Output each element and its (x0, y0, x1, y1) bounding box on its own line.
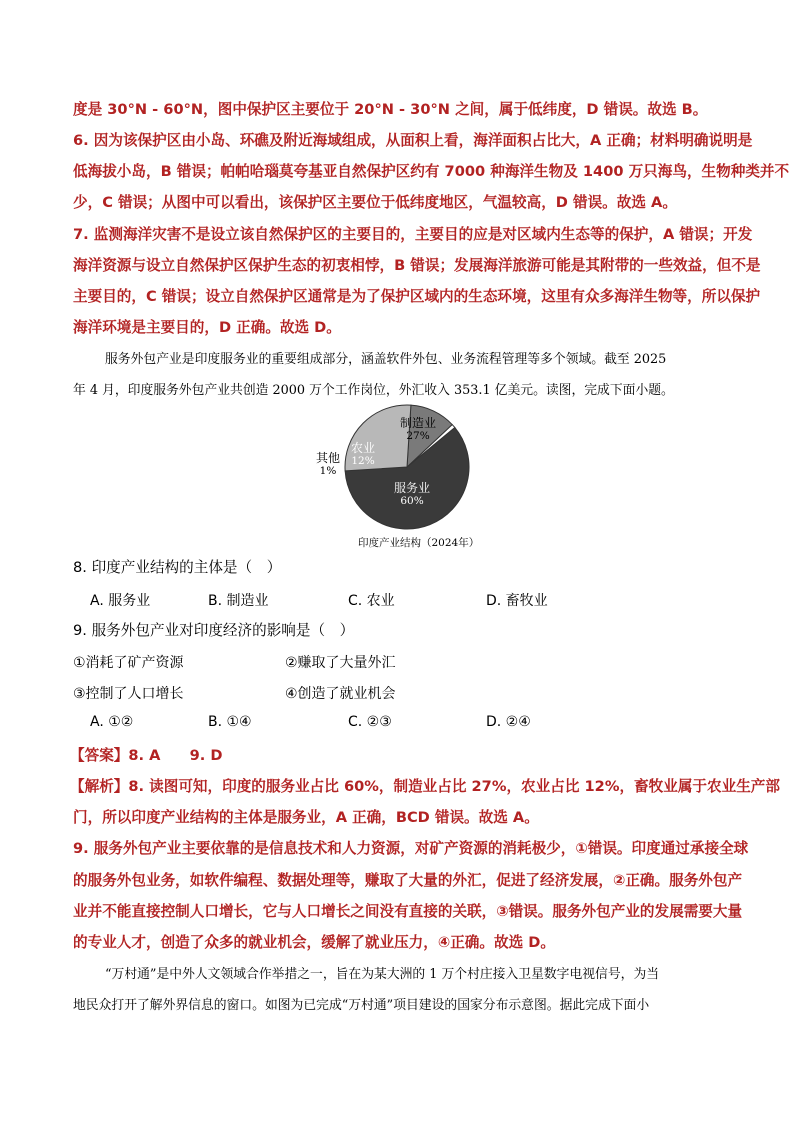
explanation-line: 少，C 错误；从图中可以看出，该保护区主要位于低纬度地区，气温较高，D 错误。故选 A。 (73, 194, 677, 211)
q9-option-d[interactable]: D. ②④ (486, 714, 531, 730)
pie-label-0: 服务业 (393, 481, 431, 495)
explanation-line: 度是 30°N - 60°N，图中保护区主要位于 20°N - 30°N 之间，属于低纬度，D 错误。故选 B。 (73, 101, 708, 118)
pie-label-3: 制造业 (399, 416, 437, 430)
pie-label-1: 其他 (315, 451, 341, 465)
question-9-stem: 9. 服务外包产业对印度经济的影响是（ ） (73, 622, 355, 639)
analysis-line: 的专业人才，创造了众多的就业机会，缓解了就业压力，④正确。故选 D。 (73, 934, 555, 951)
explanation-line: 海洋环境是主要目的，D 正确。故选 D。 (73, 319, 341, 336)
q8-option-b[interactable]: B. 制造业 (208, 593, 269, 609)
analysis-line: 9. 服务外包产业主要依靠的是信息技术和人力资源，对矿产资源的消耗极少，①错误。印度通过承接全球 (73, 840, 749, 857)
pie-value-label-2: 12% (351, 455, 375, 467)
q8-option-d[interactable]: D. 畜牧业 (486, 593, 548, 609)
pie-value-label-0: 60% (400, 495, 424, 507)
explanation-line: 低海拔小岛，B 错误；帕帕哈瑙莫夸基亚自然保护区约有 7000 种海洋生物及 1400 万只海鸟，生物种类并不 (73, 163, 790, 180)
industry-structure-pie-chart (300, 392, 500, 552)
explanation-line: 海洋资源与设立自然保护区保护生态的初衷相悖，B 错误；发展海洋旅游可能是其附带的一些效益，但不是 (73, 257, 761, 274)
q9-option-c[interactable]: C. ②③ (348, 714, 392, 730)
analysis-line: 业并不能直接控制人口增长，它与人口增长之间没有直接的关联，③错误。服务外包产业的发展需要大量 (73, 903, 743, 920)
explanation-line: 7. 监测海洋灾害不是设立该自然保护区的主要目的，主要目的应是对区域内生态等的保护，A 错误；开发 (73, 226, 753, 243)
pie-value-label-1: 1% (319, 465, 337, 477)
material-paragraph-line: “万村通”是中外人文领域合作举措之一，旨在为某大洲的 1 万个村庄接入卫星数字电视信号，为当 (105, 967, 660, 982)
q9-statement-1: ①消耗了矿产资源 (73, 655, 184, 671)
q9-statement-4: ④创造了就业机会 (285, 686, 396, 702)
analysis-line: 的服务外包业务，如软件编程、数据处理等，赚取了大量的外汇，促进了经济发展，②正确。服务外包产 (73, 872, 743, 889)
analysis-line: 门，所以印度产业结构的主体是服务业，A 正确，BCD 错误。故选 A。 (73, 809, 539, 826)
material-paragraph-line: 年 4 月，印度服务外包产业共创造 2000 万个工作岗位，外汇收入 353.1 亿美元。读图，完成下面小题。 (73, 383, 674, 398)
q8-option-c[interactable]: C. 农业 (348, 593, 395, 609)
q8-option-a[interactable]: A. 服务业 (90, 593, 151, 609)
q9-option-a[interactable]: A. ①② (90, 714, 134, 730)
analysis-line: 【解析】8. 读图可知，印度的服务业占比 60%，制造业占比 27%，农业占比 12%，畜牧业属于农业生产部 (70, 778, 780, 795)
chart-caption: 印度产业结构（2024年） (358, 537, 480, 549)
q9-statement-2: ②赚取了大量外汇 (285, 655, 396, 671)
explanation-line: 6. 因为该保护区由小岛、环礁及附近海域组成，从面积上看，海洋面积占比大，A 正确；材料明确说明是 (73, 132, 753, 149)
question-8-stem: 8. 印度产业结构的主体是（ ） (73, 559, 282, 576)
explanation-line: 主要目的，C 错误；设立自然保护区通常是为了保护区域内的生态环境，这里有众多海洋生物等，所以保护 (73, 288, 761, 305)
pie-label-2: 农业 (350, 441, 376, 455)
q9-statement-3: ③控制了人口增长 (73, 686, 184, 702)
pie-value-label-3: 27% (406, 430, 430, 442)
q9-option-b[interactable]: B. ①④ (208, 714, 252, 730)
material-paragraph-line: 服务外包产业是印度服务业的重要组成部分，涵盖软件外包、业务流程管理等多个领域。截至 2025 (105, 352, 667, 367)
material-paragraph-line: 地民众打开了解外界信息的窗口。如图为已完成“万村通”项目建设的国家分布示意图。据此完成下面小 (73, 998, 650, 1013)
answer-line: 【答案】8. A 9. D (70, 747, 223, 764)
